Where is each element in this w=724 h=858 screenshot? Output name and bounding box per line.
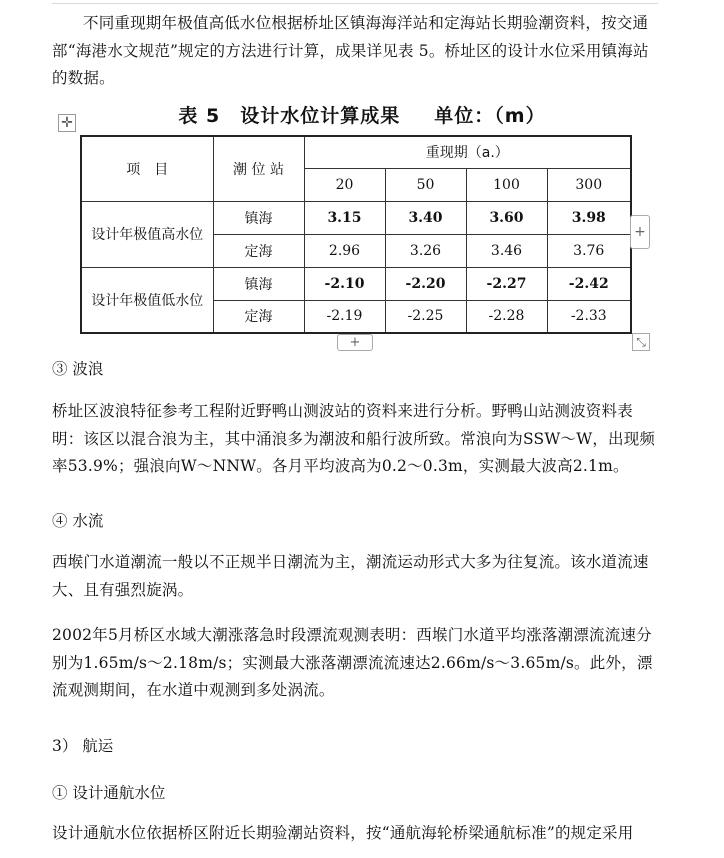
value-cell: 3.76 [547,234,631,267]
value-cell: 3.46 [466,234,547,267]
intro-paragraph: 不同重现期年极值高低水位根据桥址区镇海海洋站和定海站长期验潮资料，按交通部“海港水文规范”规定的方法进行计算，成果详见表 5。桥址区的设计水位采用镇海站的数据。 [52,14,649,87]
table-caption-unit: 单位：（m） [434,105,546,127]
station-cell: 定海 [213,234,304,267]
value-cell: 3.15 [304,201,385,234]
heading-waves: ③ 波浪 [52,360,104,378]
period-50: 50 [385,168,466,201]
table-move-handle-icon[interactable]: ✛ [58,114,76,132]
period-300: 300 [547,168,631,201]
value-cell: -2.19 [304,300,385,333]
value-cell: -2.28 [466,300,547,333]
group-low-water: 设计年极值低水位 [81,267,213,333]
value-cell: 2.96 [304,234,385,267]
period-20: 20 [304,168,385,201]
page-top-rule [52,3,658,4]
value-cell: -2.27 [466,267,547,300]
design-water-level-table [80,135,632,334]
period-100: 100 [466,168,547,201]
value-cell: -2.33 [547,300,631,333]
paragraph-current-2: 2002年5月桥区水域大潮涨落急时段漂流观测表明：西堠门水道平均涨落潮漂流流速分别为1.65m/s～2.18m/s；实测最大涨落潮漂流流速达2.66m/s～3.65m/s。此外，漂流观测期间，在水道中观测到多处涡流。 [52,626,653,699]
value-cell: -2.10 [304,267,385,300]
station-cell: 定海 [213,300,304,333]
value-cell: 3.40 [385,201,466,234]
value-cell: 3.98 [547,201,631,234]
paragraph-waves: 桥址区波浪特征参考工程附近野鸭山测波站的资料来进行分析。野鸭山站测波资料表明：该区以混合浪为主，其中涌浪多为潮波和船行波所致。常浪向为SSW～W，出现频率53.9%；强浪向W～NNW。各月平均波高为0.2～0.3m，实测最大波高2.1m。 [52,402,656,475]
header-return-period: 重现期（a.） [304,136,631,168]
add-row-button[interactable]: + [337,334,373,351]
value-cell: -2.25 [385,300,466,333]
table-resize-icon[interactable]: ⤡ [632,333,650,351]
add-column-button[interactable]: + [630,215,650,249]
table-caption-label: 表 5 [178,105,221,127]
table-caption [0,103,724,129]
paragraph-nav-water-level: 设计通航水位依据桥区附近长期验潮站资料，按“通航海轮桥梁通航标准”的规定采用 [52,824,634,842]
table-caption-title: 设计水位计算成果 [240,105,401,127]
group-high-water: 设计年极值高水位 [81,201,213,267]
header-item: 项 目 [81,136,213,201]
paragraph-current-1: 西堠门水道潮流一般以不正规半日潮流为主，潮流运动形式大多为往复流。该水道流速大、且有强烈旋涡。 [52,553,649,599]
heading-current: ④ 水流 [52,512,104,530]
value-cell: 3.26 [385,234,466,267]
heading-nav-water-level: ① 设计通航水位 [52,784,166,802]
value-cell: -2.42 [547,267,631,300]
value-cell: 3.60 [466,201,547,234]
value-cell: -2.20 [385,267,466,300]
station-cell: 镇海 [213,201,304,234]
header-station: 潮 位 站 [213,136,304,201]
heading-navigation: 3） 航运 [52,737,114,755]
station-cell: 镇海 [213,267,304,300]
